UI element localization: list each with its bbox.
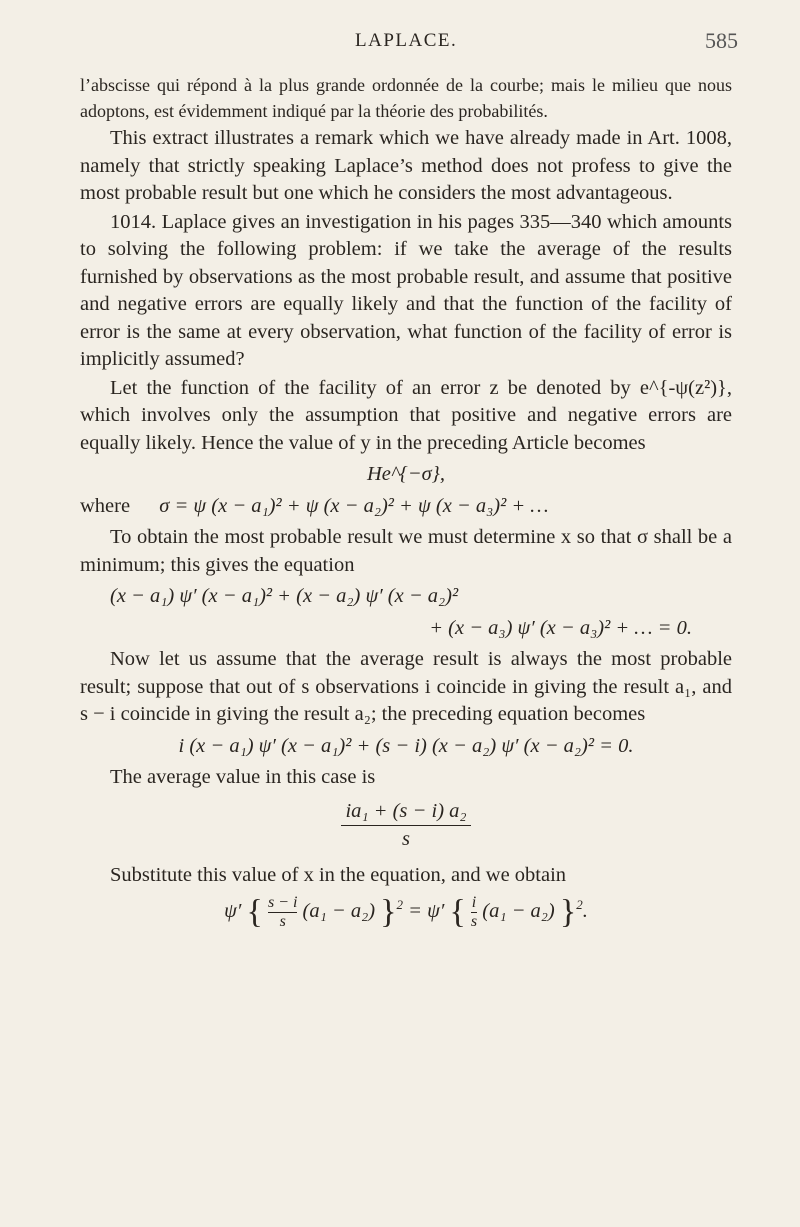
paragraph-minimum: To obtain the most probable result we must determine x so that σ shall be a minimum; this gives the equation	[80, 526, 732, 576]
page-header	[0, 18, 800, 58]
page-number: 585	[705, 28, 738, 53]
equation-he: He^{−σ},	[366, 463, 446, 485]
equation-average-fraction	[80, 798, 732, 854]
equation-sigma: σ = ψ (x − a₁)² + ψ (x − a₂)² + ψ (x − a₃)² + …	[159, 494, 549, 517]
final-psi-mid: = ψ′	[408, 899, 445, 922]
final-fraction-2-num: i	[471, 893, 477, 911]
page-body	[80, 72, 732, 931]
paragraph-1014: 1014. Laplace gives an investigation in his pages 335—340 which amounts to solving the following problem: if we take the average of the results furnished by observations as the most probable result, and assume that positive and negative errors are equally likely and that the function of the facility of error is the same at every observation, what function of the facility of error is implicitly assumed?	[80, 210, 732, 370]
paragraph-average: Now let us assume that the average result is always the most probable result; suppose that out of s observations i coincide in giving the result a₁, and s − i coincide in giving the result a₂; the preceding equation becomes	[80, 648, 732, 725]
average-fraction	[341, 798, 470, 854]
equation-sigma-row	[80, 493, 732, 521]
right-brace-1: }	[380, 893, 397, 931]
running-head: LAPLACE.	[355, 30, 458, 51]
average-denominator: s	[402, 828, 410, 850]
average-numerator: ia₁ + (s − i) a₂	[341, 798, 470, 827]
right-brace-2: }	[559, 893, 577, 931]
final-term-1: (a₁ − a₂)	[302, 899, 376, 922]
equation-derivative-line2: + (x − a₃) ψ′ (x − a₃)² + … = 0.	[429, 616, 692, 639]
paragraph-average-value: The average value in this case is	[110, 766, 376, 788]
facility-text-b: e^{-ψ(z²)}, which involves only the assumption that positive and negative errors are equally likely. Hence the value of y in the preceding Article becomes	[80, 376, 733, 454]
equation-final: ψ′ { $\frac{s - i}{s} (a_1 - a_2) \}^2 = \psi'$ { $\frac{i}{s} (a_1 - a_2)$ }$^2$.	[224, 893, 588, 931]
paragraph-substitute: Substitute this value of x in the equation, and we obtain	[110, 863, 567, 886]
square-exp-1: 2	[396, 897, 403, 912]
equation-derivative-line1: (x − a₁) ψ′ (x − a₁)² + (x − a₂) ψ′ (x − a₂)²	[110, 585, 459, 607]
final-fraction-1-num: s − i	[267, 893, 298, 911]
final-fraction-1-den: s	[279, 912, 286, 930]
left-brace-2: {	[449, 893, 466, 931]
left-brace-1: {	[246, 893, 263, 931]
french-quote: l’abscisse qui répond à la plus grande ordonnée de la courbe; mais le milieu que nous adoptons, est évidemment indiqué par la théorie des probabilités.	[80, 75, 732, 121]
paragraph-remark: This extract illustrates a remark which we have already made in Art. 1008, namely that strictly speaking Laplace’s method does not profess to give the most probable result but one which he considers the most advantageous.	[80, 127, 732, 204]
final-fraction-2	[471, 894, 477, 931]
square-exp-2: 2	[576, 897, 583, 912]
final-fraction-2-den: s	[470, 912, 478, 930]
paragraph-facility	[80, 375, 732, 458]
facility-text-a: Let the function of the facility of an error z be denoted by	[110, 376, 631, 399]
final-fraction-1	[268, 894, 297, 931]
final-term-2: (a₁ − a₂)	[482, 899, 555, 922]
final-psi-left: ψ′	[224, 899, 242, 922]
equation-two-values: i (x − a₁) ψ′ (x − a₁)² + (s − i) (x − a₂) ψ′ (x − a₂)² = 0.	[178, 734, 634, 757]
where-label: where	[80, 494, 131, 517]
